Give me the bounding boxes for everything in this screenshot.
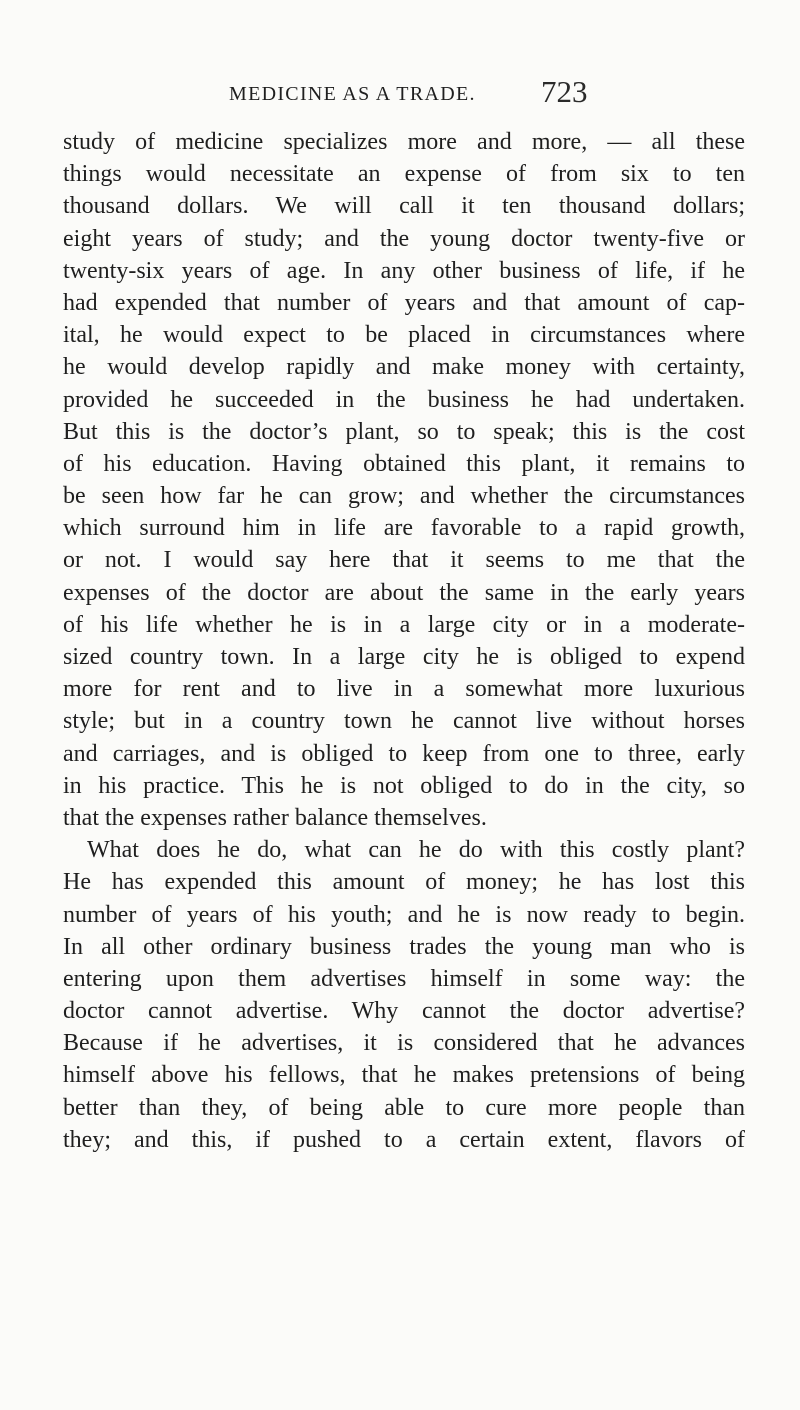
text-line: In all other ordinary business trades the young man who is bbox=[63, 933, 745, 960]
text-line: which surround him in life are favorable to a rapid growth, bbox=[63, 515, 745, 542]
text-line: himself above his fellows, that he makes pretensions of being bbox=[63, 1062, 745, 1089]
text-line: twenty-six years of age. In any other business of life, if he bbox=[63, 257, 745, 284]
text-line: But this is the doctor’s plant, so to speak; this is the cost bbox=[63, 418, 745, 445]
text-line: better than they, of being able to cure more people than bbox=[63, 1094, 745, 1121]
page-number: 723 bbox=[541, 74, 588, 109]
text-line: entering upon them advertises himself in some way: the bbox=[63, 965, 745, 992]
text-line: style; but in a country town he cannot live without horses bbox=[63, 708, 745, 735]
text-line: or not. I would say here that it seems to me that the bbox=[63, 547, 745, 574]
text-line: provided he succeeded in the business he had undertaken. bbox=[63, 386, 745, 413]
text-line: ital, he would expect to be placed in circumstances where bbox=[63, 322, 745, 349]
text-line: expenses of the doctor are about the same in the early years bbox=[63, 579, 745, 606]
paragraph-start-line: What does he do, what can he do with this costly plant? bbox=[87, 837, 745, 864]
text-line: eight years of study; and the young doctor twenty-five or bbox=[63, 225, 745, 252]
body-text bbox=[63, 126, 745, 1156]
text-line: had expended that number of years and that amount of cap- bbox=[63, 289, 745, 316]
text-line: Because if he advertises, it is considered that he advances bbox=[63, 1030, 745, 1057]
text-line: they; and this, if pushed to a certain extent, flavors of bbox=[63, 1126, 745, 1153]
text-line: doctor cannot advertise. Why cannot the doctor advertise? bbox=[63, 998, 745, 1025]
paragraph-end-line: that the expenses rather balance themselves. bbox=[63, 804, 487, 831]
running-title: MEDICINE AS A TRADE. bbox=[229, 83, 476, 105]
text-line: in his practice. This he is not obliged to do in the city, so bbox=[63, 772, 745, 799]
text-line: be seen how far he can grow; and whether the circumstances bbox=[63, 483, 745, 510]
text-line: more for rent and to live in a somewhat more luxurious bbox=[63, 676, 745, 703]
text-line: sized country town. In a large city he is obliged to expend bbox=[63, 644, 745, 670]
text-line: number of years of his youth; and he is now ready to begin. bbox=[63, 901, 745, 928]
text-line: of his life whether he is in a large city or in a moderate- bbox=[63, 611, 745, 638]
text-line: He has expended this amount of money; he has lost this bbox=[63, 869, 745, 896]
text-line: of his education. Having obtained this plant, it remains to bbox=[63, 450, 745, 477]
text-line: thousand dollars. We will call it ten thousand dollars; bbox=[63, 193, 745, 220]
text-line: study of medicine specializes more and more, — all these bbox=[63, 129, 745, 155]
running-head bbox=[229, 76, 599, 108]
text-line: things would necessitate an expense of from six to ten bbox=[63, 161, 745, 188]
text-line: he would develop rapidly and make money with certainty, bbox=[63, 354, 745, 381]
text-line: and carriages, and is obliged to keep from one to three, early bbox=[63, 740, 745, 767]
